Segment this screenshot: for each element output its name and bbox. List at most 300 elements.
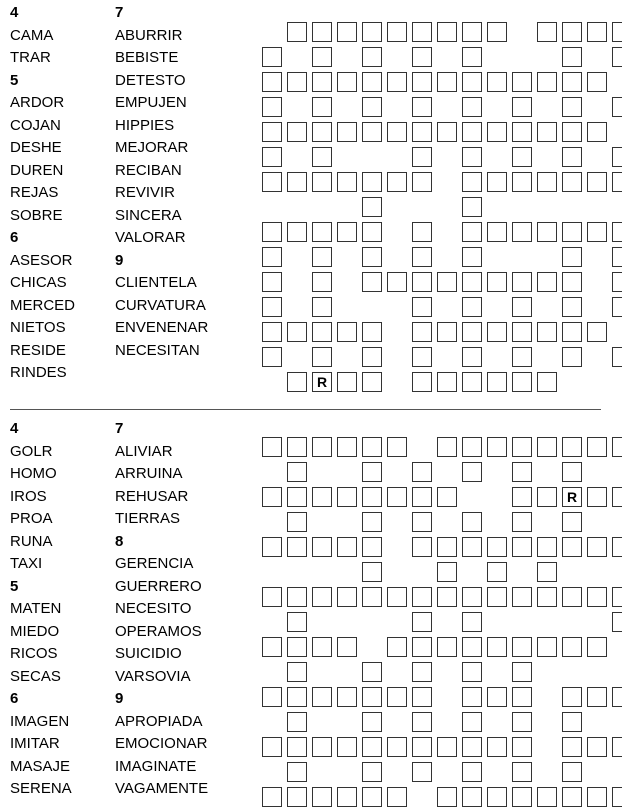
grid-cell[interactable]: [462, 347, 482, 367]
grid-cell[interactable]: [412, 587, 432, 607]
grid-cell[interactable]: [462, 712, 482, 732]
grid-cell[interactable]: [412, 322, 432, 342]
grid-cell[interactable]: [462, 222, 482, 242]
word-entry: REVIVIR: [115, 184, 176, 201]
grid-cell[interactable]: [287, 662, 307, 682]
grid-cell[interactable]: [262, 222, 282, 242]
grid-cell[interactable]: [362, 22, 382, 42]
grid-cell[interactable]: [437, 272, 457, 292]
grid-cell[interactable]: [562, 512, 582, 532]
grid-cell[interactable]: [562, 762, 582, 782]
grid-cell[interactable]: [412, 347, 432, 367]
grid-cell[interactable]: [362, 247, 382, 267]
grid-cell[interactable]: [337, 587, 357, 607]
grid-cell[interactable]: [612, 612, 622, 632]
grid-cell[interactable]: [512, 222, 532, 242]
grid-cell[interactable]: [587, 687, 607, 707]
grid-cell[interactable]: [287, 712, 307, 732]
grid-cell[interactable]: [362, 172, 382, 192]
grid-cell[interactable]: [512, 512, 532, 532]
grid-cell[interactable]: [612, 687, 622, 707]
word-entry: IMAGEN: [10, 712, 70, 730]
grid-cell[interactable]: [312, 687, 332, 707]
grid-cell[interactable]: [312, 22, 332, 42]
grid-cell[interactable]: [362, 197, 382, 217]
grid-cell[interactable]: [412, 612, 432, 632]
grid-cell[interactable]: [487, 172, 507, 192]
grid-cell[interactable]: [537, 587, 557, 607]
grid-cell[interactable]: [587, 72, 607, 92]
grid-cell[interactable]: [337, 322, 357, 342]
grid-cell[interactable]: [337, 437, 357, 457]
grid-cell[interactable]: [362, 462, 382, 482]
grid-cell[interactable]: [312, 537, 332, 557]
grid-cell[interactable]: [462, 662, 482, 682]
grid-cell[interactable]: [512, 687, 532, 707]
grid-cell[interactable]: [262, 97, 282, 117]
grid-cell[interactable]: [512, 297, 532, 317]
grid-cell[interactable]: [562, 97, 582, 117]
grid-cell[interactable]: [312, 122, 332, 142]
grid-cell[interactable]: [262, 172, 282, 192]
grid-cell[interactable]: [262, 297, 282, 317]
grid-cell[interactable]: [262, 347, 282, 367]
grid-cell[interactable]: [412, 122, 432, 142]
grid-cell[interactable]: [362, 762, 382, 782]
grid-cell[interactable]: [562, 22, 582, 42]
grid-cell[interactable]: [537, 437, 557, 457]
grid-cell[interactable]: [437, 587, 457, 607]
grid-cell[interactable]: [512, 737, 532, 757]
grid-cell[interactable]: [412, 247, 432, 267]
grid-cell[interactable]: [562, 272, 582, 292]
grid-cell[interactable]: [487, 537, 507, 557]
grid-cell[interactable]: [587, 322, 607, 342]
grid-cell[interactable]: [412, 637, 432, 657]
grid-cell[interactable]: [312, 787, 332, 807]
grid-cell[interactable]: [387, 437, 407, 457]
grid-cell[interactable]: [587, 787, 607, 807]
grid-cell[interactable]: [562, 637, 582, 657]
grid-cell[interactable]: [262, 47, 282, 67]
grid-cell[interactable]: [287, 512, 307, 532]
grid-cell[interactable]: [462, 122, 482, 142]
grid-cell[interactable]: [462, 612, 482, 632]
grid-cell[interactable]: [512, 272, 532, 292]
grid-cell[interactable]: [337, 637, 357, 657]
grid-cell[interactable]: [537, 122, 557, 142]
grid-cell[interactable]: [337, 487, 357, 507]
grid-cell[interactable]: [312, 737, 332, 757]
grid-cell[interactable]: [612, 22, 622, 42]
grid-cell[interactable]: [612, 297, 622, 317]
grid-cell[interactable]: [462, 172, 482, 192]
grid-cell[interactable]: [362, 662, 382, 682]
grid-cell[interactable]: [587, 737, 607, 757]
grid-cell[interactable]: [612, 537, 622, 557]
grid-cell[interactable]: [562, 222, 582, 242]
grid-cell[interactable]: [412, 22, 432, 42]
grid-cell[interactable]: [512, 462, 532, 482]
grid-cell[interactable]: [337, 72, 357, 92]
grid-cell[interactable]: [587, 172, 607, 192]
grid-cell[interactable]: [312, 147, 332, 167]
grid-cell[interactable]: [587, 22, 607, 42]
grid-cell[interactable]: [512, 637, 532, 657]
grid-cell[interactable]: [337, 122, 357, 142]
grid-cell[interactable]: [612, 787, 622, 807]
grid-cell[interactable]: [412, 297, 432, 317]
grid-cell[interactable]: [612, 172, 622, 192]
grid-cell[interactable]: [562, 122, 582, 142]
grid-cell[interactable]: [387, 122, 407, 142]
grid-cell[interactable]: [387, 587, 407, 607]
grid-cell[interactable]: [487, 372, 507, 392]
grid-cell[interactable]: [487, 222, 507, 242]
grid-cell[interactable]: [462, 462, 482, 482]
grid-cell[interactable]: [562, 537, 582, 557]
grid-cell[interactable]: [537, 172, 557, 192]
grid-cell[interactable]: [337, 172, 357, 192]
grid-cell[interactable]: [287, 587, 307, 607]
grid-cell[interactable]: [437, 537, 457, 557]
grid-cell[interactable]: [512, 72, 532, 92]
grid-cell[interactable]: [312, 347, 332, 367]
grid-cell[interactable]: [387, 687, 407, 707]
grid-cell[interactable]: [362, 487, 382, 507]
grid-cell[interactable]: [512, 437, 532, 457]
grid-cell[interactable]: [362, 687, 382, 707]
grid-cell[interactable]: [487, 562, 507, 582]
grid-cell[interactable]: [512, 487, 532, 507]
grid-cell[interactable]: [362, 372, 382, 392]
grid-cell[interactable]: [387, 487, 407, 507]
grid-cell[interactable]: [262, 787, 282, 807]
grid-cell[interactable]: [512, 537, 532, 557]
grid-cell[interactable]: [412, 712, 432, 732]
grid-cell[interactable]: [612, 247, 622, 267]
grid-cell[interactable]: [487, 122, 507, 142]
grid-cell[interactable]: [287, 687, 307, 707]
grid-cell[interactable]: [262, 72, 282, 92]
grid-cell[interactable]: [437, 22, 457, 42]
grid-cell[interactable]: [512, 372, 532, 392]
grid-cell[interactable]: [487, 737, 507, 757]
grid-cell[interactable]: [412, 222, 432, 242]
grid-cell[interactable]: [362, 537, 382, 557]
grid-cell[interactable]: [462, 72, 482, 92]
word-entry: MASAJE: [10, 757, 71, 775]
grid-cell[interactable]: [512, 662, 532, 682]
grid-cell[interactable]: [562, 47, 582, 67]
grid-cell[interactable]: [562, 297, 582, 317]
grid-cell[interactable]: [562, 347, 582, 367]
grid-cell[interactable]: [362, 272, 382, 292]
grid-cell[interactable]: [312, 47, 332, 67]
grid-cell[interactable]: [362, 562, 382, 582]
grid-cell[interactable]: [487, 637, 507, 657]
grid-cell[interactable]: [462, 512, 482, 532]
grid-cell[interactable]: [512, 172, 532, 192]
grid-cell[interactable]: [362, 47, 382, 67]
grid-cell[interactable]: [462, 587, 482, 607]
grid-cell[interactable]: [612, 47, 622, 67]
grid-cell[interactable]: [362, 787, 382, 807]
grid-cell[interactable]: [612, 347, 622, 367]
grid-cell[interactable]: [412, 487, 432, 507]
grid-cell[interactable]: [512, 147, 532, 167]
grid-cell[interactable]: [462, 147, 482, 167]
grid-cell[interactable]: [512, 322, 532, 342]
grid-cell[interactable]: [387, 272, 407, 292]
grid-cell[interactable]: R: [562, 487, 582, 507]
grid-cell[interactable]: [612, 147, 622, 167]
grid-cell[interactable]: [262, 487, 282, 507]
grid-cell[interactable]: [362, 72, 382, 92]
grid-cell[interactable]: [537, 637, 557, 657]
grid-cell[interactable]: [512, 122, 532, 142]
grid-cell[interactable]: [312, 437, 332, 457]
grid-cell[interactable]: [462, 737, 482, 757]
grid-cell[interactable]: [312, 72, 332, 92]
grid-cell[interactable]: [337, 222, 357, 242]
grid-cell[interactable]: [287, 487, 307, 507]
grid-cell[interactable]: [437, 487, 457, 507]
grid-cell[interactable]: [412, 737, 432, 757]
grid-cell[interactable]: [362, 122, 382, 142]
grid-cell[interactable]: [262, 537, 282, 557]
grid-cell[interactable]: [312, 97, 332, 117]
grid-cell[interactable]: [362, 347, 382, 367]
grid-cell[interactable]: [512, 787, 532, 807]
grid-cell[interactable]: [512, 587, 532, 607]
grid-cell[interactable]: [437, 787, 457, 807]
grid-cell[interactable]: [412, 47, 432, 67]
grid-cell[interactable]: [287, 462, 307, 482]
grid-cell[interactable]: [512, 97, 532, 117]
grid-cell[interactable]: [537, 372, 557, 392]
grid-cell[interactable]: [362, 97, 382, 117]
grid-cell[interactable]: [437, 372, 457, 392]
grid-cell[interactable]: [262, 737, 282, 757]
grid-cell[interactable]: [412, 687, 432, 707]
grid-cell[interactable]: [462, 687, 482, 707]
grid-cell[interactable]: [312, 247, 332, 267]
grid-cell[interactable]: [462, 762, 482, 782]
grid-cell[interactable]: [537, 272, 557, 292]
grid-cell[interactable]: [612, 222, 622, 242]
grid-cell[interactable]: [262, 437, 282, 457]
word-entry: ALIVIAR: [115, 442, 173, 460]
grid-cell[interactable]: [287, 537, 307, 557]
grid-cell[interactable]: [287, 612, 307, 632]
grid-cell[interactable]: [437, 322, 457, 342]
grid-cell[interactable]: [387, 22, 407, 42]
grid-cell[interactable]: [562, 172, 582, 192]
grid-cell[interactable]: [337, 372, 357, 392]
grid-cell[interactable]: [562, 437, 582, 457]
grid-cell[interactable]: [362, 737, 382, 757]
grid-cell[interactable]: [537, 487, 557, 507]
grid-cell[interactable]: [287, 222, 307, 242]
grid-cell[interactable]: [387, 787, 407, 807]
grid-cell[interactable]: [412, 662, 432, 682]
grid-cell[interactable]: [362, 437, 382, 457]
grid-cell[interactable]: [312, 222, 332, 242]
grid-cell[interactable]: [412, 147, 432, 167]
grid-cell[interactable]: [437, 122, 457, 142]
grid-cell[interactable]: [562, 462, 582, 482]
grid-cell[interactable]: [262, 122, 282, 142]
grid-cell[interactable]: [562, 737, 582, 757]
grid-cell[interactable]: [362, 322, 382, 342]
grid-cell[interactable]: [387, 72, 407, 92]
grid-cell[interactable]: [462, 297, 482, 317]
grid-cell[interactable]: [562, 72, 582, 92]
grid-cell[interactable]: [387, 172, 407, 192]
grid-cell[interactable]: [462, 322, 482, 342]
grid-cell[interactable]: [437, 637, 457, 657]
grid-cell[interactable]: [612, 437, 622, 457]
grid-cell[interactable]: [487, 322, 507, 342]
grid-cell[interactable]: [412, 372, 432, 392]
grid-cell[interactable]: [462, 47, 482, 67]
grid-cell[interactable]: [287, 637, 307, 657]
grid-cell[interactable]: [462, 97, 482, 117]
grid-cell[interactable]: [287, 322, 307, 342]
grid-cell[interactable]: [312, 172, 332, 192]
grid-cell[interactable]: [262, 687, 282, 707]
grid-cell[interactable]: [262, 637, 282, 657]
grid-cell[interactable]: [387, 737, 407, 757]
grid-cell[interactable]: [612, 737, 622, 757]
grid-cell[interactable]: [312, 637, 332, 657]
grid-cell[interactable]: [462, 22, 482, 42]
grid-cell[interactable]: [587, 487, 607, 507]
grid-cell[interactable]: [362, 587, 382, 607]
grid-cell[interactable]: [312, 487, 332, 507]
grid-cell[interactable]: [587, 587, 607, 607]
grid-cell[interactable]: [287, 372, 307, 392]
grid-cell[interactable]: [362, 512, 382, 532]
grid-cell[interactable]: [287, 737, 307, 757]
grid-cell[interactable]: [287, 787, 307, 807]
grid-cell[interactable]: [262, 272, 282, 292]
grid-cell[interactable]: [562, 147, 582, 167]
grid-cell[interactable]: [462, 372, 482, 392]
grid-cell[interactable]: [337, 22, 357, 42]
grid-cell[interactable]: [537, 787, 557, 807]
grid-cell[interactable]: [412, 172, 432, 192]
grid-cell[interactable]: [587, 122, 607, 142]
grid-cell[interactable]: [337, 787, 357, 807]
grid-cell[interactable]: [412, 272, 432, 292]
grid-cell[interactable]: [612, 272, 622, 292]
grid-cell[interactable]: [287, 172, 307, 192]
grid-cell[interactable]: [537, 537, 557, 557]
grid-cell[interactable]: [562, 712, 582, 732]
grid-cell[interactable]: [487, 587, 507, 607]
grid-cell[interactable]: [412, 512, 432, 532]
grid-cell[interactable]: [287, 437, 307, 457]
grid-cell[interactable]: [312, 587, 332, 607]
grid-cell[interactable]: [462, 637, 482, 657]
grid-cell[interactable]: [262, 587, 282, 607]
grid-cell[interactable]: [262, 147, 282, 167]
grid-cell[interactable]: [512, 762, 532, 782]
grid-cell[interactable]: [537, 22, 557, 42]
grid-cell[interactable]: [487, 687, 507, 707]
grid-cell[interactable]: [412, 762, 432, 782]
grid-cell[interactable]: [437, 737, 457, 757]
grid-cell[interactable]: [462, 437, 482, 457]
grid-cell[interactable]: [512, 347, 532, 367]
grid-cell[interactable]: [487, 437, 507, 457]
grid-cell[interactable]: [487, 72, 507, 92]
grid-cell[interactable]: [612, 587, 622, 607]
grid-cell[interactable]: [462, 197, 482, 217]
grid-cell[interactable]: [537, 562, 557, 582]
grid-cell[interactable]: [387, 637, 407, 657]
grid-cell[interactable]: [412, 462, 432, 482]
grid-cell[interactable]: [312, 322, 332, 342]
grid-cell[interactable]: [362, 222, 382, 242]
grid-cell[interactable]: R: [312, 372, 332, 392]
grid-cell[interactable]: [437, 562, 457, 582]
grid-cell[interactable]: [587, 437, 607, 457]
grid-cell[interactable]: [287, 72, 307, 92]
grid-cell[interactable]: [412, 97, 432, 117]
grid-cell[interactable]: [362, 712, 382, 732]
grid-cell[interactable]: [462, 247, 482, 267]
grid-cell[interactable]: [262, 247, 282, 267]
grid-cell[interactable]: [562, 247, 582, 267]
grid-cell[interactable]: [337, 737, 357, 757]
grid-cell[interactable]: [337, 687, 357, 707]
grid-cell[interactable]: [462, 537, 482, 557]
grid-cell[interactable]: [612, 97, 622, 117]
grid-cell[interactable]: [487, 272, 507, 292]
grid-cell[interactable]: [562, 587, 582, 607]
grid-cell[interactable]: [587, 637, 607, 657]
grid-cell[interactable]: [487, 787, 507, 807]
grid-cell[interactable]: [537, 222, 557, 242]
grid-cell[interactable]: [587, 537, 607, 557]
grid-cell[interactable]: [537, 72, 557, 92]
grid-cell[interactable]: [287, 762, 307, 782]
grid-cell[interactable]: [537, 322, 557, 342]
grid-cell[interactable]: [462, 272, 482, 292]
grid-cell[interactable]: [587, 222, 607, 242]
grid-cell[interactable]: [262, 322, 282, 342]
grid-cell[interactable]: [562, 787, 582, 807]
grid-cell[interactable]: [412, 537, 432, 557]
grid-cell[interactable]: [562, 687, 582, 707]
grid-cell[interactable]: [437, 437, 457, 457]
grid-cell[interactable]: [562, 322, 582, 342]
grid-cell[interactable]: [287, 122, 307, 142]
grid-cell[interactable]: [512, 712, 532, 732]
grid-cell[interactable]: [312, 297, 332, 317]
grid-cell[interactable]: [462, 787, 482, 807]
grid-cell[interactable]: [337, 537, 357, 557]
grid-cell[interactable]: [412, 72, 432, 92]
grid-cell[interactable]: [312, 272, 332, 292]
grid-cell[interactable]: [612, 487, 622, 507]
grid-cell[interactable]: [437, 72, 457, 92]
grid-cell[interactable]: [487, 22, 507, 42]
grid-cell[interactable]: [287, 22, 307, 42]
